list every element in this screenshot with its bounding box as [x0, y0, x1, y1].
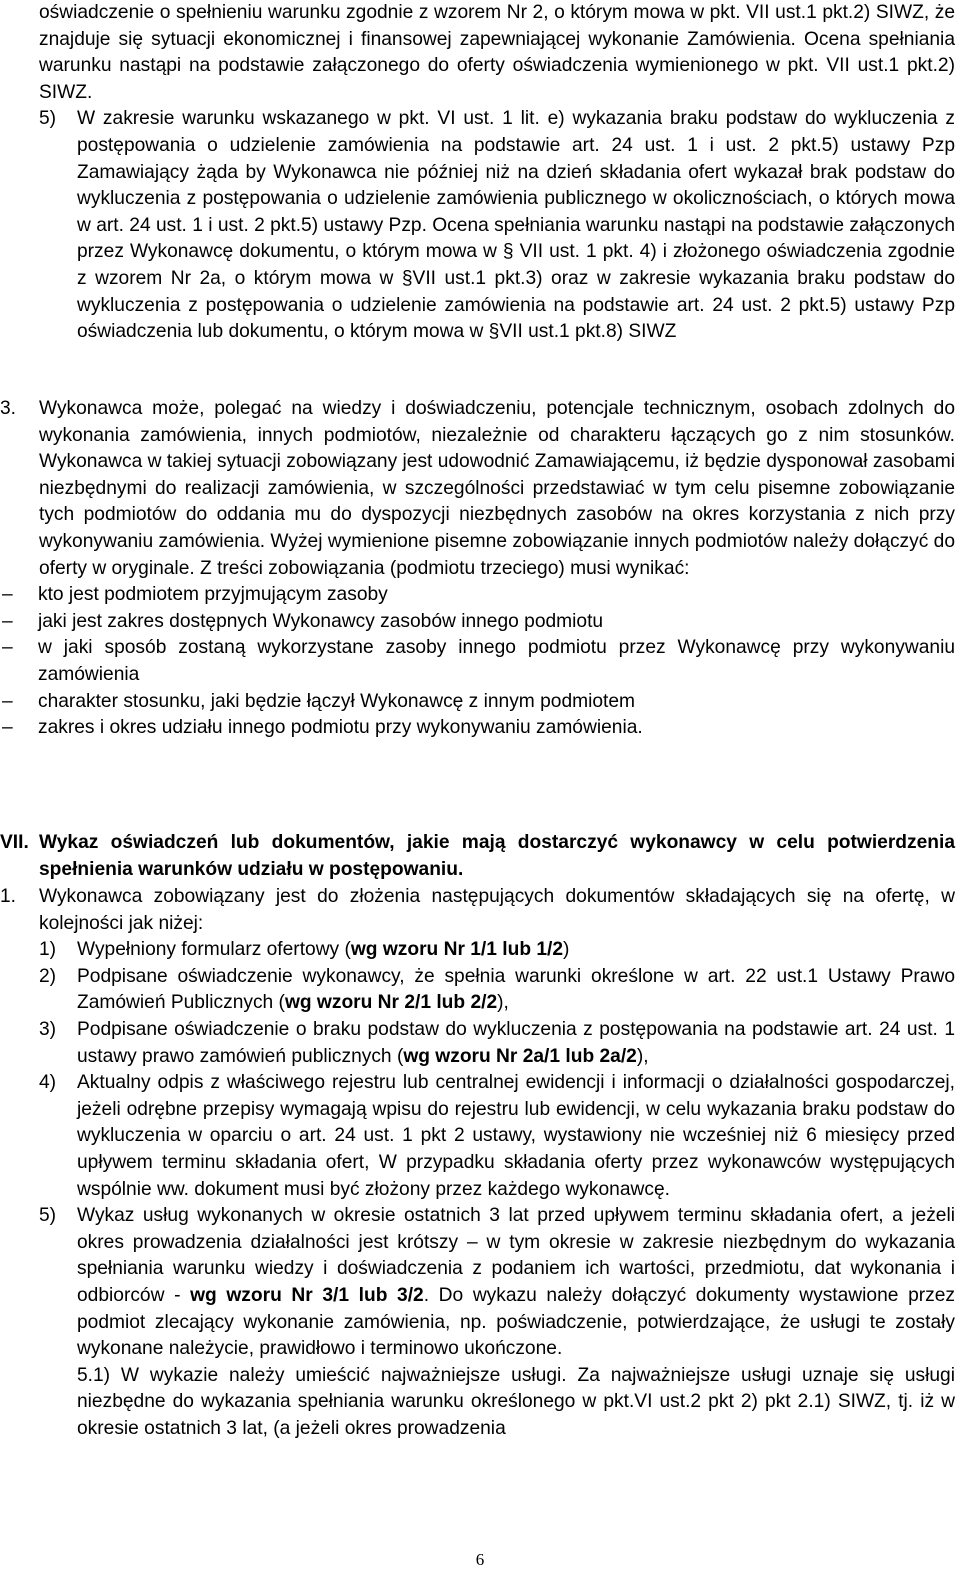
list-item: – jaki jest zakres dostępnych Wykonawcy zasobów innego podmiotu — [0, 609, 955, 636]
bullet-list — [0, 582, 955, 742]
section-heading — [0, 830, 955, 883]
dash-icon: – — [2, 690, 13, 712]
sub-point-5-1: 5.1) W wykazie należy umieścić najważniejsze usługi. Za najważniejsze usługi uznaje się usługi niezbędne do wykazania spełniania warunku określonego w pkt.VI ust.2 pkt 2) pkt 2.1) SIWZ, tj. iż w okresie ostatnich 3 lat, (a jeżeli okres prowadzenia — [77, 1364, 955, 1439]
continuation-paragraph: oświadczenie o spełnieniu warunku zgodnie z wzorem Nr 2, o którym mowa w pkt. VII ust.1 pkt.2) SIWZ, że znajduje się sytuacji ekonomicznej i finansowej zapewniającej wykonanie Zamówienia. Ocena spełniania warunku nastąpi na podstawie załączonego do oferty oświadczenia wymienionego w pkt. VII ust.1 pkt.2) SIWZ. — [39, 2, 955, 103]
point-1-text: Wykonawca zobowiązany jest do złożenia następujących dokumentów składających się na ofertę, w kolejności jak niżej: — [39, 886, 955, 934]
list-item: 2) Podpisane oświadczenie wykonawcy, że spełnia warunki określone w art. 22 ust.1 Ustawy Prawo Zamówień Publicznych (wg wzoru Nr 2/1 lub 2/2), — [39, 965, 955, 1014]
list-item: – zakres i okres udziału innego podmiotu przy wykonywaniu zamówienia. — [0, 715, 955, 742]
point-number: 3. — [0, 398, 17, 419]
document-list — [0, 937, 955, 1442]
list-item: 1) Wypełniony formularz ofertowy (wg wzoru Nr 1/1 lub 1/2) — [39, 939, 570, 961]
list-item-5 — [39, 106, 955, 345]
section-title: Wykaz oświadczeń lub dokumentów, jakie mają dostarczyć wykonawcy w celu potwierdzenia spełnienia warunków udziału w postępowaniu. — [39, 832, 955, 880]
point-3-text: Wykonawca może, polegać na wiedzy i doświadczeniu, potencjale technicznym, osobach zdolnych do wykonania zamówienia, innych podmiotów, niezależnie od charakteru łączących go z nim stosunków. Wykonawca w takiej sytuacji zobowiązany jest udowodnić Zamawiającemu, iż będzie dysponował zasobami niezbędnymi do realizacji zamówienia, w szczególności przedstawiać w tym celu pisemne zobowiązanie tych podmiotów do oddania mu do dyspozycji niezbędnych zasobów na okres korzystania z nich przy wykonywaniu zamówienia. Wyżej wymienione pisemne zobowiązanie innych podmiotów należy dołączyć do oferty w oryginale. Z treści zobowiązania (podmiotu trzeciego) musi wynikać: — [39, 398, 955, 579]
continuation-block — [0, 0, 955, 346]
point-1 — [0, 884, 955, 1442]
list-item: 5) Wykaz usług wykonanych w okresie ostatnich 3 lat przed upływem terminu składania ofert, a jeżeli okres prowadzenia działalności jest krótszy – w tym okresie w zakresie niezbędnym do wykazania spełniania warunku wiedzy i doświadczenia z podaniem ich wartości, przedmiotu, dat wykonania i odbiorców - wg wzoru Nr 3/1 lub 3/2. Do wykazu należy dołączyć dokumenty wystawione przez podmiot zlecający wykonanie zamówienia, np. poświadczenie, potwierdzające, że usługi te zostały wykonane należycie, prawidłowo i terminowo ukończone. — [39, 1205, 955, 1360]
point-number: 1. — [0, 886, 17, 907]
section-number: VII. — [0, 832, 29, 853]
dash-icon: – — [2, 637, 13, 659]
page-number: 6 — [475, 1550, 485, 1569]
list-item: – w jaki sposób zostaną wykorzystane zasoby innego podmiotu przez Wykonawcę przy wykonywaniu zamówienia — [0, 635, 955, 688]
list-item-text: W zakresie warunku wskazanego w pkt. VI ust. 1 lit. e) wykazania braku podstaw do wykluczenia z postępowania o udzielenie zamówienia na podstawie art. 24 ust. 1 i ust. 2 pkt.5) ustawy Pzp Zamawiający żąda by Wykonawca nie później niż na dzień składania ofert wykazał brak podstaw do wykluczenia z postępowania o udzielenie zamówienia publicznego w okolicznościach, o których mowa w art. 24 ust. 1 i ust. 2 pkt.5) ustawy Pzp. Ocena spełniania warunku nastąpi na podstawie załączonych przez Wykonawcę dokumentu, o którym mowa w § VII ust. 1 pkt. 4) i złożonego oświadczenia zgodnie z wzorem Nr 2a, o którym mowa w §VII ust.1 pkt.3) oraz w zakresie wykazania braku podstaw do wykluczenia z postępowania o udzielenie zamówienia na podstawie art. 24 ust. 2 pkt.5) ustawy Pzp oświadczenia lub dokumentu, o którym mowa w §VII ust.1 pkt.8) SIWZ — [77, 108, 955, 343]
point-3 — [0, 396, 955, 742]
dash-icon: – — [2, 717, 13, 739]
list-item: 3) Podpisane oświadczenie o braku podstaw do wykluczenia z postępowania na podstawie art. 24 ust. 1 ustawy prawo zamówień publicznych (wg wzoru Nr 2a/1 lub 2a/2), — [39, 1018, 955, 1067]
dash-icon: – — [2, 610, 13, 632]
list-number: 5) — [39, 108, 57, 130]
list-item: – charakter stosunku, jaki będzie łączył Wykonawcę z innym podmiotem — [0, 689, 955, 716]
list-item: – kto jest podmiotem przyjmującym zasoby — [0, 582, 955, 609]
dash-icon: – — [2, 584, 13, 606]
list-item: 4) Aktualny odpis z właściwego rejestru lub centralnej ewidencji i informacji o działalności gospodarczej, jeżeli odrębne przepisy wymagają wpisu do rejestru lub ewidencji, w celu wykazania braku podstaw do wykluczenia w oparciu o art. 24 ust. 1 pkt 2 ustawy, wystawiony nie wcześniej niż 6 miesięcy przed upływem terminu składania ofert, W przypadku składania oferty przez wykonawców występujących wspólnie ww. dokument musi być złożony przez każdego wykonawcę. — [39, 1072, 955, 1200]
